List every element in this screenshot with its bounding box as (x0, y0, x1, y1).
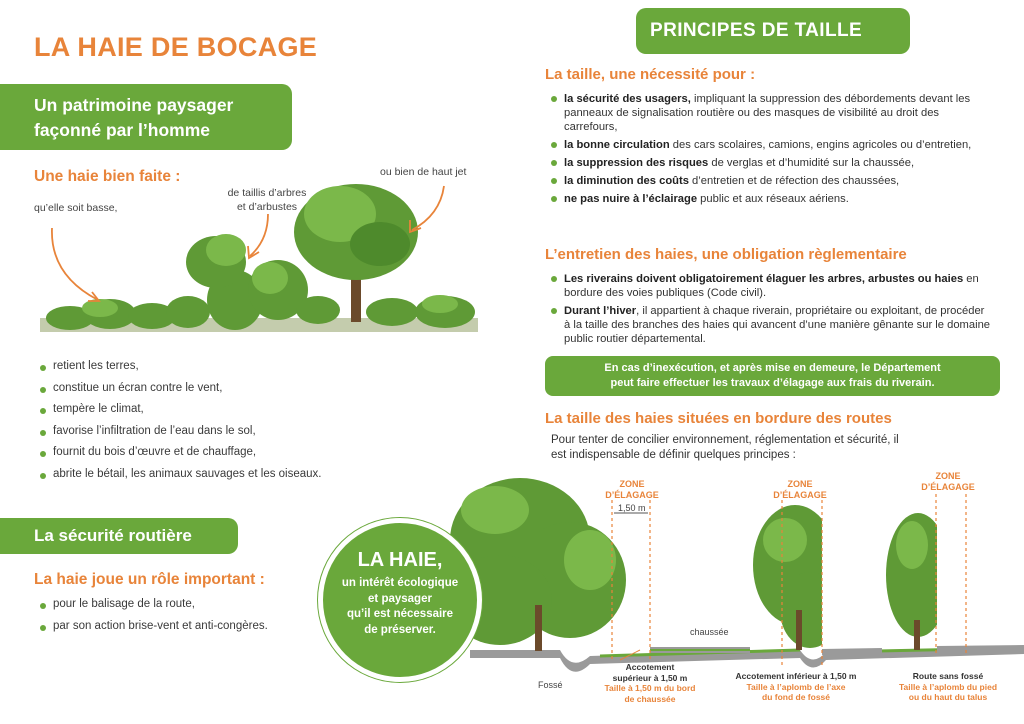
item-rest: de verglas et d’humidité sur la chaussée, (708, 157, 915, 169)
cap1-note1: Taille à 1,50 m du bord (604, 683, 696, 693)
caption-1 (590, 662, 710, 704)
role-list (40, 598, 268, 642)
list-item (551, 92, 991, 134)
cap2-line1: Accotement inférieur à 1,50 m (735, 671, 857, 681)
entretien-heading: L’entretien des haies, une obligation règlementaire (545, 246, 907, 263)
circle-line-3: qu’il est nécessaire (346, 608, 454, 620)
list-item: constitue un écran contre le vent, (40, 382, 322, 404)
zone-line-2: D’ÉLAGAGE (773, 490, 827, 500)
list-item: abrite le bétail, les animaux sauvages et les oiseaux. (40, 468, 322, 490)
cap3-note2: ou du haut du talus (908, 692, 988, 702)
band-line-2: façonné par l’homme (34, 120, 211, 140)
securite-band: La sécurité routière (0, 518, 238, 554)
zone-line-1: ZONE (787, 479, 813, 489)
item-strong: Durant l’hiver (564, 305, 637, 317)
cap3-note1: Taille à l’aplomb du pied (898, 681, 998, 692)
necessite-heading: La taille, une nécessité pour : (545, 66, 756, 83)
label-taillis (214, 186, 320, 214)
circle-line-2: et paysager (368, 592, 432, 605)
page-title: LA HAIE DE BOCAGE (34, 32, 318, 62)
item-rest: d’entretien et de réfection des chaussées, (688, 175, 900, 187)
item-rest: impliquant la suppression des débordements devant les panneaux de signalisation routière ou des masques de visibilité au droit des carrefours, (564, 93, 971, 133)
item-strong: la suppression des risques (564, 157, 709, 169)
item-strong: la sécurité des usagers, (564, 93, 691, 105)
zone-line-1: ZONE (935, 471, 961, 481)
item-rest: , il appartient à chaque riverain, propriétaire ou exploitant, de procéder à la taille des branches des haies qui avancent d’une manière gênante sur le domaine public routier départemental. (564, 305, 991, 345)
hedge-heading: Une haie bien faite : (34, 168, 181, 185)
item-strong: Les riverains doivent obligatoirement élaguer les arbres, arbustes ou haies (564, 273, 964, 285)
circle-title: LA HAIE, (357, 549, 443, 571)
necessite-list (551, 92, 991, 210)
item-rest: des cars scolaires, camions, engins agricoles ou d’entretien, (669, 139, 972, 151)
zone-line-2: D’ÉLAGAGE (921, 482, 975, 492)
band-line-1: Un patrimoine paysager (34, 95, 234, 115)
note-line-2: peut faire effectuer les travaux d’élagage aux frais du riverain. (610, 377, 935, 389)
haie-circle (318, 518, 482, 682)
benefits-list (40, 360, 322, 489)
note-line-1: En cas d’inexécution, et après mise en demeure, le Département (604, 362, 941, 374)
list-item (551, 138, 991, 152)
label-taillis-1: de taillis d’arbres (227, 187, 307, 199)
item-strong: ne pas nuire à l’éclairage (564, 193, 698, 205)
width-label: 1,50 m (618, 503, 646, 513)
label-basse: qu’elle soit basse, (34, 202, 118, 214)
zone-label-2 (768, 479, 832, 501)
list-item (551, 192, 991, 206)
role-heading: La haie joue un rôle important : (34, 571, 265, 588)
list-item: pour le balisage de la route, (40, 598, 268, 620)
label-haut-jet: ou bien de haut jet (380, 166, 467, 178)
fosse-label: Fossé (538, 680, 563, 690)
list-item: fournit du bois d’œuvre et de chauffage, (40, 446, 322, 468)
road-diagram (448, 470, 1024, 672)
caption-3 (876, 671, 1020, 703)
circle-text (323, 576, 477, 638)
chaussee-label: chaussée (690, 627, 729, 637)
cap1-note2: de chaussée (624, 693, 676, 704)
circle-line-4: de préserver. (364, 623, 436, 636)
list-item (551, 174, 991, 188)
list-item: tempère le climat, (40, 403, 322, 425)
bordure-heading: La taille des haies situées en bordure des routes (545, 410, 892, 427)
cap1-line2: supérieur à 1,50 m (612, 672, 688, 683)
zone-line-1: ZONE (619, 479, 645, 489)
cap2-note2: du fond de fossé (762, 692, 830, 702)
label-taillis-2: et d’arbustes (236, 201, 298, 213)
list-item: par son action brise-vent et anti-congères. (40, 620, 268, 642)
principes-band: PRINCIPES DE TAILLE (636, 8, 910, 54)
zone-label-1 (600, 479, 664, 501)
zone-label-3 (916, 471, 980, 493)
item-strong: la diminution des coûts (564, 175, 689, 187)
circle-line-1: un intérêt écologique (341, 577, 459, 589)
zone-line-2: D’ÉLAGAGE (605, 490, 659, 500)
cap2-note1: Taille à l’aplomb de l’axe (746, 681, 846, 692)
item-rest: en bordure des voies publiques (Code civil). (564, 273, 979, 299)
list-item (551, 304, 991, 346)
note-box (545, 356, 1000, 396)
caption-2 (722, 671, 870, 703)
item-strong: la bonne circulation (564, 139, 670, 151)
cap1-line1: Accotement (625, 662, 675, 672)
list-item: favorise l’infiltration de l’eau dans le sol, (40, 425, 322, 447)
item-rest: public et aux réseaux aériens. (697, 193, 849, 205)
list-item (551, 156, 991, 170)
list-item: retient les terres, (40, 360, 322, 382)
list-item (551, 272, 991, 300)
entretien-list (551, 272, 991, 350)
patrimoine-band (0, 84, 292, 150)
cap3-line1: Route sans fossé (912, 671, 984, 681)
bordure-intro: Pour tenter de concilier environnement, réglementation et sécurité, il est indispensable de définir quelques principes : (551, 434, 899, 461)
